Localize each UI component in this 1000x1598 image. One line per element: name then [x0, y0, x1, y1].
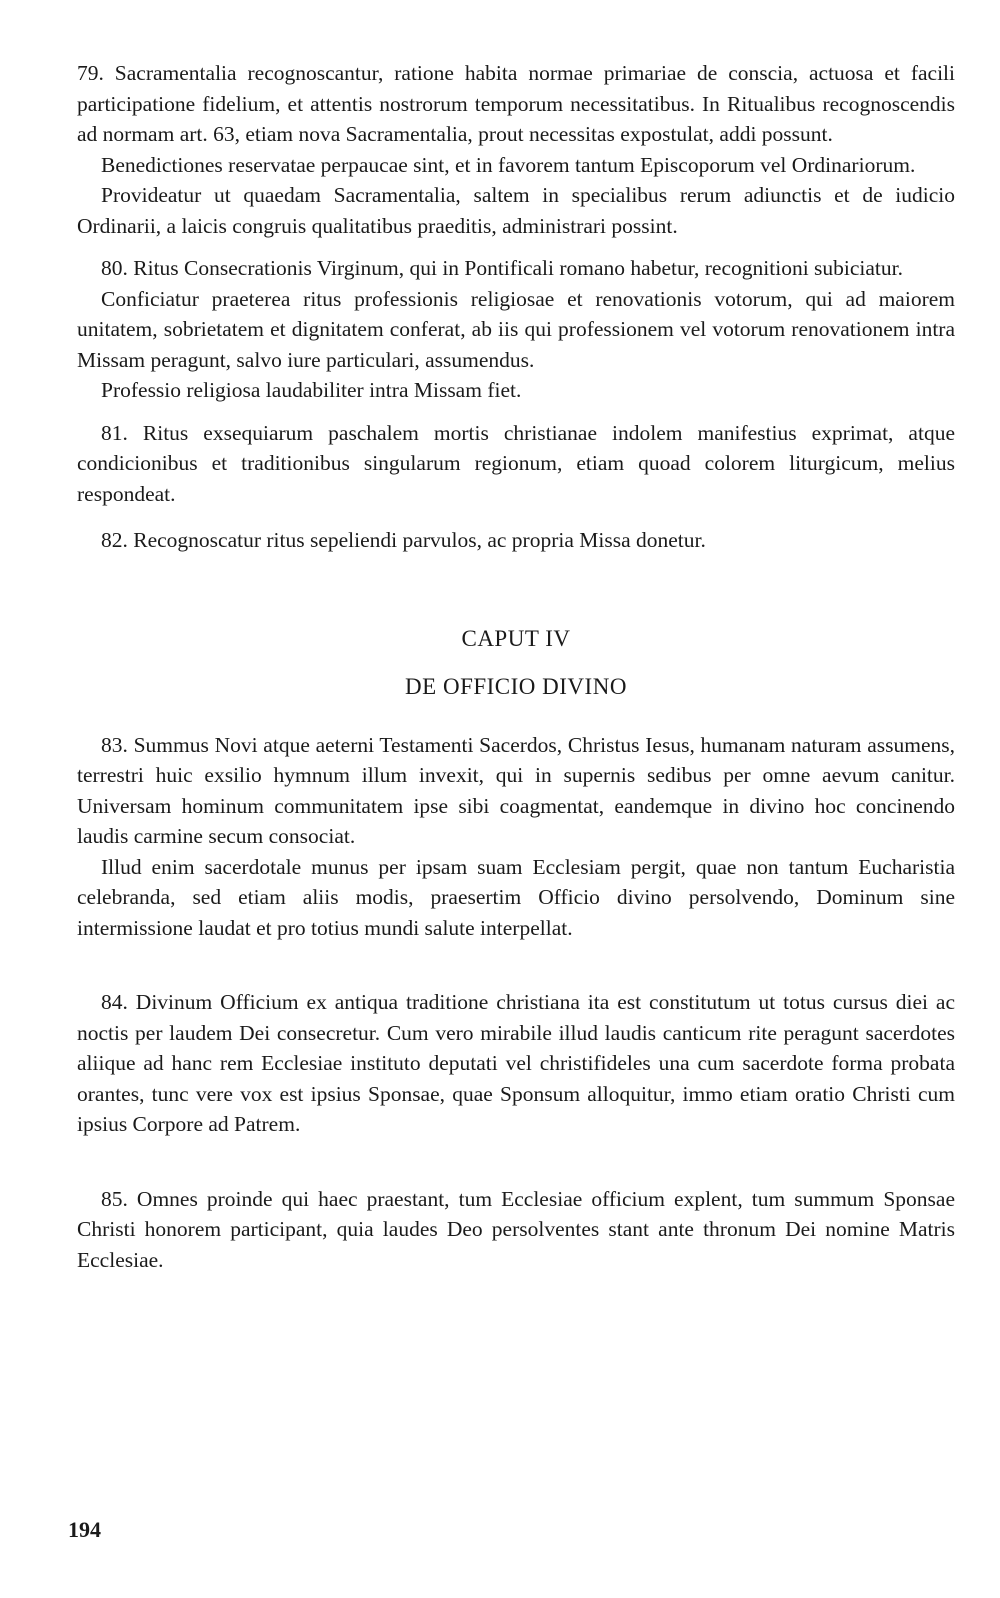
- paragraph-83-illud: Illud enim sacerdotale munus per ipsam suam Ecclesiam pergit, quae non tantum Eucharistia celebranda, sed etiam aliis modis, praesertim Officio divino persolvendo, Dominum sine intermissione laudat et pro totius mundi salute interpellat.: [77, 854, 955, 940]
- paragraph-82: 82. Recognoscatur ritus sepeliendi parvulos, ac propria Missa donetur.: [101, 528, 706, 552]
- paragraph-81: 81. Ritus exsequiarum paschalem mortis christianae indolem manifestius exprimat, atque condicionibus et traditionibus singularum regionum, etiam quoad colorem liturgicum, melius respondeat.: [77, 420, 955, 506]
- paragraph-84: 84. Divinum Officium ex antiqua traditione christiana ita est constitutum ut totus cursus diei ac noctis per laudem Dei consecretur. Cum vero mirabile illud laudis canticum rite peragunt sacerdotes aliique ad hanc rem Ecclesiae instituto deputati vel christifideles una cum sacerdote forma probata orantes, tunc vere vox est ipsius Sponsae, quae Sponsum alloquitur, immo etiam oratio Christi cum ipsius Corpore ad Patrem.: [77, 990, 955, 1136]
- paragraph-80-conficiatur: Conficiatur praeterea ritus professionis religiosae et renovationis votorum, qui ad maiorem unitatem, sobrietatem et dignitatem conferat, ab iis qui professionem vel votorum renovationem intra Missam peragunt, salvo iure particulari, assumendus.: [77, 286, 955, 372]
- paragraph-79-provideatur: Provideatur ut quaedam Sacramentalia, saltem in specialibus rerum adiunctis et de iudicio Ordinarii, a laicis congruis qualitatibus praeditis, administrari possint.: [77, 183, 955, 238]
- paragraph-79: 79. Sacramentalia recognoscantur, ratione habita normae primariae de conscia, actuosa et facili participatione fidelium, et attentis nostrorum temporum necessitatibus. In Ritualibus recognoscendis ad normam art. 63, etiam nova Sacramentalia, prout necessitas expostulat, addi possunt.: [77, 61, 955, 146]
- paragraph-79-benedictiones: Benedictiones reservatae perpaucae sint, et in favorem tantum Episcoporum vel Ordinariorum.: [101, 152, 916, 177]
- paragraph-85: 85. Omnes proinde qui haec praestant, tum Ecclesiae officium explent, tum summum Sponsae Christi honorem participant, quia laudes Deo persolventes stant ante thronum Dei nomine Matris Ecclesiae.: [77, 1186, 955, 1272]
- page-body: [77, 58, 955, 1275]
- chapter-title: DE OFFICIO DIVINO: [405, 673, 627, 699]
- page-number: 194: [68, 1517, 101, 1542]
- paragraph-80: 80. Ritus Consecrationis Virginum, qui in Pontificali romano habetur, recognitioni subiciatur.: [101, 256, 904, 280]
- paragraph-80-professio: Professio religiosa laudabiliter intra Missam fiet.: [101, 378, 522, 402]
- chapter-number: CAPUT IV: [461, 625, 571, 651]
- paragraph-83: 83. Summus Novi atque aeterni Testamenti Sacerdos, Christus Iesus, humanam naturam assumens, terrestri huic exsilio hymnum illum invexit, qui in supernis sedibus per omne aevum canitur. Universam hominum communitatem ipse sibi coagmentat, eandemque in divino hoc concinendo laudis carmine secum consociat.: [77, 732, 955, 848]
